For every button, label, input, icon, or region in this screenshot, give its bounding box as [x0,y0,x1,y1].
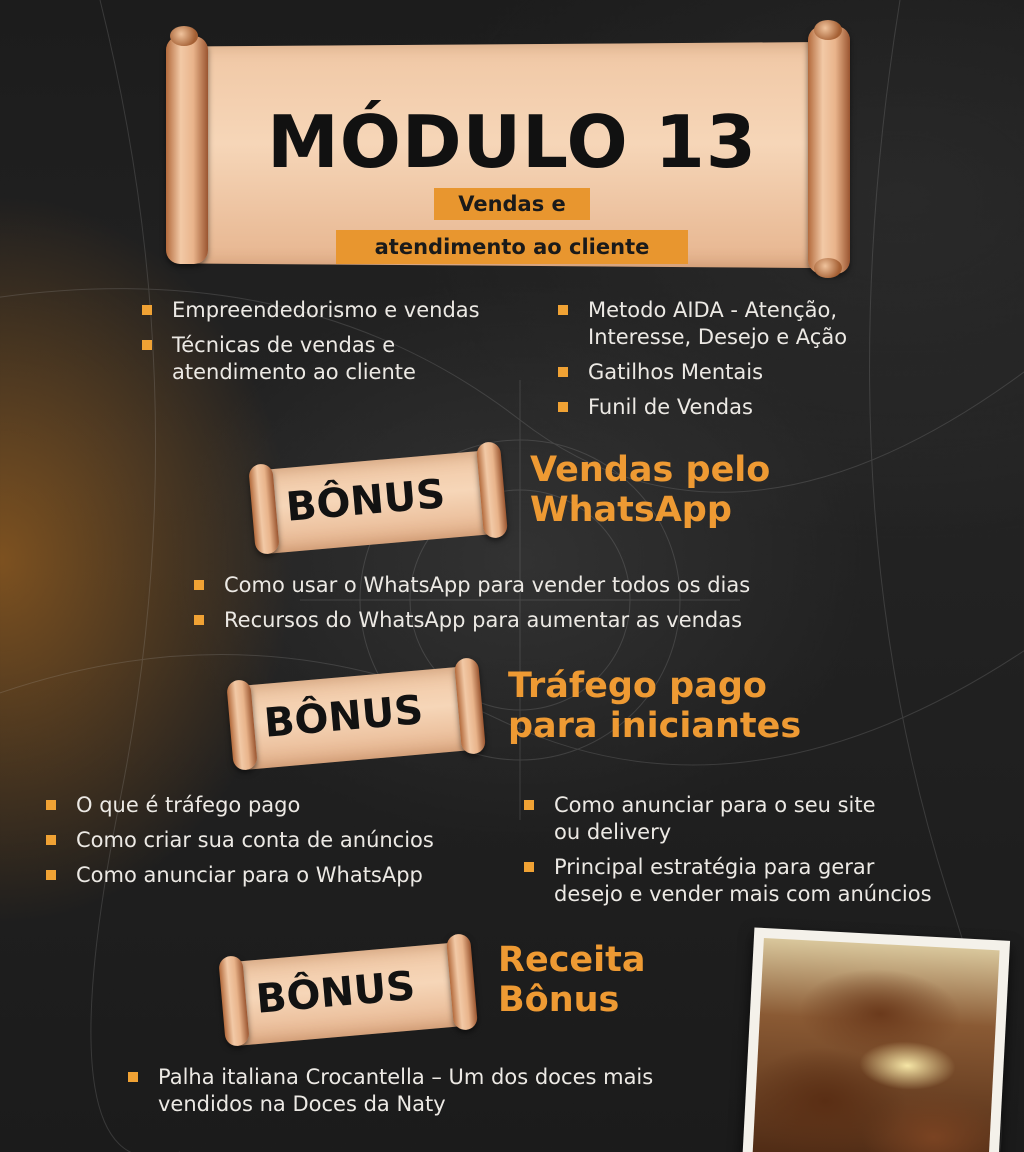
list-item: Metodo AIDA - Atenção, Interesse, Desejo e Ação [556,297,847,351]
bullet-icon [46,800,56,810]
bonus-title-line: WhatsApp [530,490,732,531]
bonus-title-line: para iniciantes [508,706,802,747]
bullet-icon [142,340,152,350]
module-subtitle-line1: Vendas e [434,188,590,220]
list-item: Principal estratégia para gerar desejo e vender mais com anúncios [522,854,932,908]
list-item: Como anunciar para o seu site ou delivery [522,792,932,846]
bonus-title [530,450,770,531]
bonus-items [192,572,750,642]
bonus-badge-label: BÔNUS [254,963,417,1023]
list-item: Gatilhos Mentais [556,359,847,386]
bonus-items-left [44,792,434,897]
bullet-icon [524,800,534,810]
bonus-title-line: Receita [498,940,646,980]
bonus-items-right [522,792,932,916]
module-topics-right [556,297,847,429]
list-item: Empreendedorismo e vendas [140,297,480,324]
list-item: Como criar sua conta de anúncios [44,827,434,854]
list-item: Como usar o WhatsApp para vender todos os dias [192,572,750,599]
bonus-title-line: Vendas pelo [530,450,771,490]
bonus-badge-label: BÔNUS [284,471,447,531]
list-item: Técnicas de vendas e atendimento ao cliente [140,332,480,386]
module-topics-left [140,297,480,394]
bullet-icon [524,862,534,872]
bonus-title-line: Bônus [498,980,620,1021]
recipe-photo [742,927,1010,1152]
bullet-icon [46,870,56,880]
bullet-icon [46,835,56,845]
bonus-items [126,1064,653,1126]
palha-italiana-image [752,938,999,1152]
bonus-title [498,940,646,1021]
bonus-title-line: Tráfego pago [508,666,767,706]
list-item: Como anunciar para o WhatsApp [44,862,434,889]
bonus-badge-label: BÔNUS [262,687,425,747]
list-item: Palha italiana Crocantella – Um dos doces mais vendidos na Doces da Naty [126,1064,653,1118]
list-item: Recursos do WhatsApp para aumentar as vendas [192,607,750,634]
list-item: Funil de Vendas [556,394,847,421]
bullet-icon [128,1072,138,1082]
bonus-title [508,666,801,747]
module-title: MÓDULO 13 [267,100,757,184]
module-subtitle-line2: atendimento ao cliente [336,230,688,264]
bullet-icon [558,367,568,377]
bullet-icon [558,305,568,315]
bullet-icon [194,580,204,590]
bullet-icon [194,615,204,625]
bullet-icon [142,305,152,315]
list-item: O que é tráfego pago [44,792,434,819]
bullet-icon [558,402,568,412]
